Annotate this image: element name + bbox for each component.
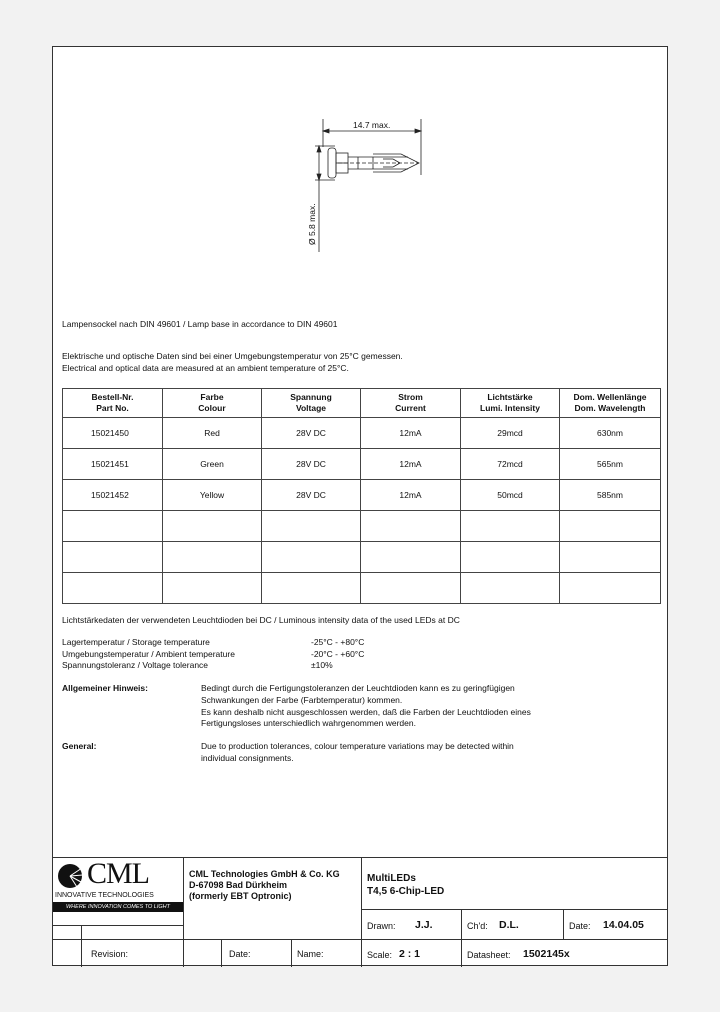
table-row (63, 449, 661, 480)
cell-wavelength: 565nm (560, 449, 661, 480)
temp-label-storage: Lagertemperatur / Storage temperature (62, 637, 210, 647)
cell-current: 12mA (361, 449, 461, 480)
scale-label: Scale: (367, 950, 393, 960)
temp-label-ambient: Umgebungstemperatur / Ambient temperature (62, 649, 235, 659)
cell-colour: Yellow (163, 480, 262, 511)
table-row (63, 511, 661, 542)
temp-value-storage: -25°C - +80°C (311, 637, 365, 647)
cell-part-no: 15021451 (63, 449, 163, 480)
datasheet-sheet (52, 46, 668, 966)
length-dimension: 14.7 max. (353, 120, 391, 130)
cell-intensity: 50mcd (461, 480, 560, 511)
general-note-de-line: Schwankungen der Farbe (Farbtemperatur) kommen. (201, 695, 403, 705)
cell-part-no: 15021450 (63, 418, 163, 449)
header-voltage: Spannung Voltage (262, 389, 361, 418)
title-block (53, 857, 667, 967)
logo-tagline: WHERE INNOVATION COMES TO LIGHT (53, 902, 183, 912)
name-label: Name: (297, 949, 324, 959)
intensity-note: Lichtstärkedaten der verwendeten Leuchtdioden bei DC / Luminous intensity data of the used LEDs at DC (62, 615, 460, 625)
table-row (63, 573, 661, 604)
cell-voltage: 28V DC (262, 480, 361, 511)
product-family: MultiLEDs (367, 873, 416, 884)
datasheet-label: Datasheet: (467, 950, 511, 960)
lamp-drawing (53, 47, 667, 307)
general-note-en-line: individual consignments. (201, 753, 294, 763)
table-row (63, 542, 661, 573)
general-note-de-line: Es kann deshalb nicht ausgeschlossen werden, daß die Farben der Leuchtdioden eines (201, 707, 531, 717)
header-intensity: Lichtstärke Lumi. Intensity (461, 389, 560, 418)
revision-date-label: Date: (229, 949, 251, 959)
general-note-de-line: Fertigungsloses unterschiedlich wahrgenommen werden. (201, 718, 416, 728)
header-part-no: Bestell-Nr. Part No. (63, 389, 163, 418)
date-value: 14.04.05 (603, 919, 644, 931)
revision-label: Revision: (91, 949, 129, 959)
conditions-en: Electrical and optical data are measured at an ambient temperature of 25°C. (62, 363, 349, 373)
general-note-en-line: Due to production tolerances, colour temperature variations may be detected within (201, 741, 514, 751)
diameter-dimension: Ø 5.8 max. (307, 203, 317, 245)
cell-current: 12mA (361, 418, 461, 449)
cell-intensity: 29mcd (461, 418, 560, 449)
company-name: CML Technologies GmbH & Co. KG (189, 869, 340, 879)
drawn-value: J.J. (415, 919, 433, 931)
company-address: D-67098 Bad Dürkheim (189, 880, 288, 890)
tolerance-label: Spannungstoleranz / Voltage tolerance (62, 660, 209, 670)
cell-part-no: 15021452 (63, 480, 163, 511)
cell-voltage: 28V DC (262, 418, 361, 449)
spec-table (62, 388, 661, 604)
cell-voltage: 28V DC (262, 449, 361, 480)
cell-intensity: 72mcd (461, 449, 560, 480)
conditions-de: Elektrische und optische Daten sind bei einer Umgebungstemperatur von 25°C gemessen. (62, 351, 403, 361)
lamp-base-note: Lampensockel nach DIN 49601 / Lamp base in accordance to DIN 49601 (62, 319, 338, 329)
date-label: Date: (569, 921, 591, 931)
datasheet-value: 1502145x (523, 948, 570, 960)
general-note-de-label: Allgemeiner Hinweis: (62, 683, 148, 693)
cell-current: 12mA (361, 480, 461, 511)
checked-value: D.L. (499, 919, 519, 931)
checked-label: Ch'd: (467, 921, 488, 931)
header-colour: Farbe Colour (163, 389, 262, 418)
product-name: T4,5 6-Chip-LED (367, 886, 445, 897)
scale-value: 2 : 1 (399, 948, 421, 960)
cell-colour: Green (163, 449, 262, 480)
logo-subtitle: INNOVATIVE TECHNOLOGIES (55, 892, 154, 899)
table-row (63, 480, 661, 511)
company-former: (formerly EBT Optronic) (189, 891, 292, 901)
cell-colour: Red (163, 418, 262, 449)
cml-logo-icon (55, 862, 85, 890)
general-note-de-line: Bedingt durch die Fertigungstoleranzen der Leuchtdioden kann es zu geringfügigen (201, 683, 515, 693)
tolerance-value: ±10% (311, 660, 333, 670)
header-current: Strom Current (361, 389, 461, 418)
general-note-en-label: General: (62, 741, 97, 751)
table-row (63, 418, 661, 449)
logo-text: CML (87, 857, 150, 890)
header-wavelength: Dom. Wellenlänge Dom. Wavelength (560, 389, 661, 418)
spec-table-header (63, 389, 661, 418)
drawn-label: Drawn: (367, 921, 396, 931)
cell-wavelength: 630nm (560, 418, 661, 449)
cell-wavelength: 585nm (560, 480, 661, 511)
temp-value-ambient: -20°C - +60°C (311, 649, 365, 659)
